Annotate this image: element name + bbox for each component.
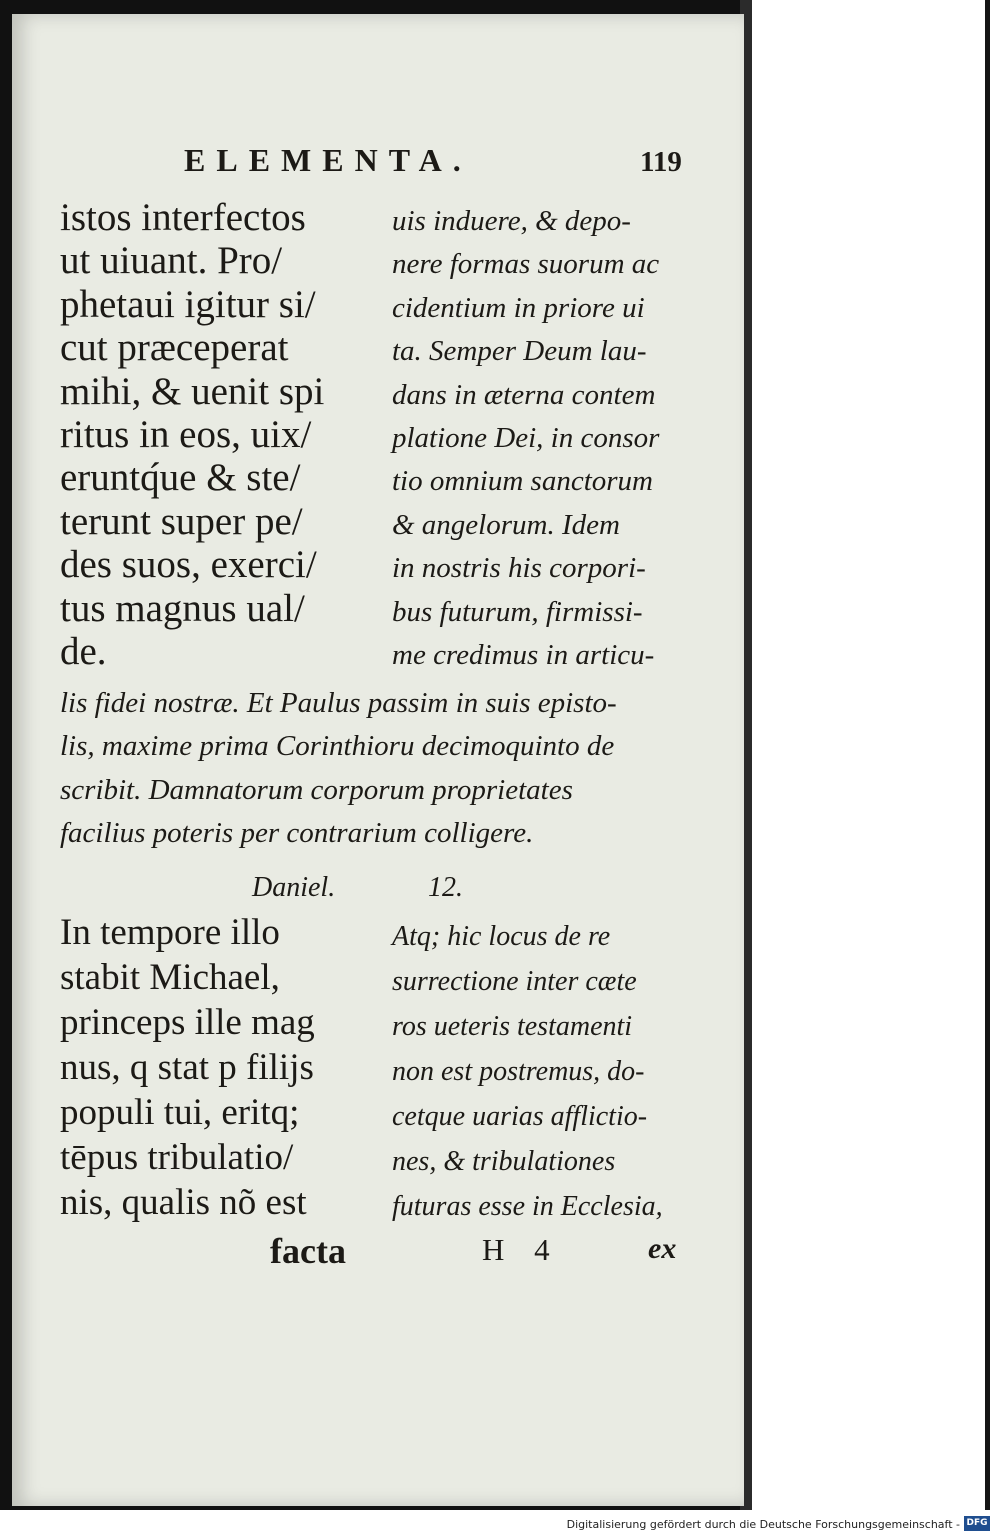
dfg-logo-icon: DFG (964, 1516, 990, 1531)
text-line: Atq; hic locus de re (392, 921, 611, 952)
text-line: dans in æterna contem (392, 378, 656, 411)
text-line: cut præceperat (60, 326, 289, 370)
scan-frame-line (985, 0, 990, 1510)
book-page (12, 14, 744, 1506)
left-column-block-1 (60, 196, 360, 673)
text-line: terunt super pe/ (60, 499, 303, 543)
text-line: platione Dei, in consor (392, 421, 660, 454)
text-line: lis fidei nostræ. Et Paulus passim in suis episto- (60, 687, 617, 719)
text-line: ta. Semper Deum lau- (392, 335, 647, 368)
text-line: ros ueteris testamenti (392, 1011, 633, 1042)
text-line: bus futurum, firmissi- (392, 595, 643, 628)
text-line: mihi, & uenit spi (60, 369, 325, 413)
citation-book: Daniel. (252, 872, 336, 903)
text-line: stabit Michael, (60, 957, 280, 998)
running-head: ELEMENTA. (184, 142, 472, 178)
text-line: In tempore illo (60, 912, 280, 953)
scan-margin-strip (752, 0, 1000, 1510)
right-column-block-2 (392, 914, 712, 1229)
text-line: ut uiuant. Pro/ (60, 239, 283, 283)
text-line: nis, qualis nõ est (60, 1182, 307, 1223)
text-line: nere formas suorum ac (392, 248, 660, 281)
citation-chapter: 12. (428, 872, 463, 903)
text-line: me credimus in articu- (392, 638, 655, 671)
catchword-right: ex (648, 1232, 677, 1265)
page-number: 119 (640, 146, 682, 178)
text-line: uis induere, & depo- (392, 205, 631, 237)
text-line: nus, q stat p filijs (60, 1047, 314, 1088)
text-line: facilius poteris per contrarium colligere. (60, 817, 534, 850)
text-line: in nostris his corpori- (392, 552, 646, 585)
text-line: nes, & tribulationes (392, 1146, 616, 1177)
text-line: populi tui, eritq; (60, 1092, 300, 1133)
text-line: & angelorum. Idem (392, 508, 620, 541)
text-line: non est postremus, do- (392, 1056, 645, 1087)
text-line: cetque uarias afflictio- (392, 1101, 648, 1132)
full-width-paragraph (60, 682, 700, 856)
text-line: istos interfectos (60, 196, 306, 239)
text-line: surrectione inter cæte (392, 966, 637, 997)
left-column-block-2 (60, 910, 360, 1225)
catchword-left: facta (270, 1231, 346, 1271)
text-line: tus magnus ual/ (60, 586, 305, 630)
text-line: princeps ille mag (60, 1002, 315, 1043)
text-line: cidentium in priore ui (392, 291, 645, 324)
signature-mark: H 4 (482, 1232, 550, 1267)
text-line: scribit. Damnatorum corporum proprietates (60, 773, 573, 806)
funding-credit: Digitalisierung gefördert durch die Deutsche Forschungsgemeinschaft - (566, 1518, 960, 1531)
right-column-block-1 (392, 200, 712, 677)
text-line: ritus in eos, uix/ (60, 412, 312, 456)
text-line: de. (60, 629, 107, 673)
text-line: phetaui igitur si/ (60, 282, 316, 326)
text-line: futuras esse in Ecclesia, (392, 1191, 663, 1222)
text-line: des suos, exerci/ (60, 543, 317, 587)
text-line: tio omnium sanctorum (392, 465, 653, 498)
text-line: tēpus tribulatio/ (60, 1137, 294, 1178)
text-line: eruntq́ue & ste/ (60, 456, 301, 500)
text-line: lis, maxime prima Corinthioru decimoquinto de (60, 730, 615, 763)
